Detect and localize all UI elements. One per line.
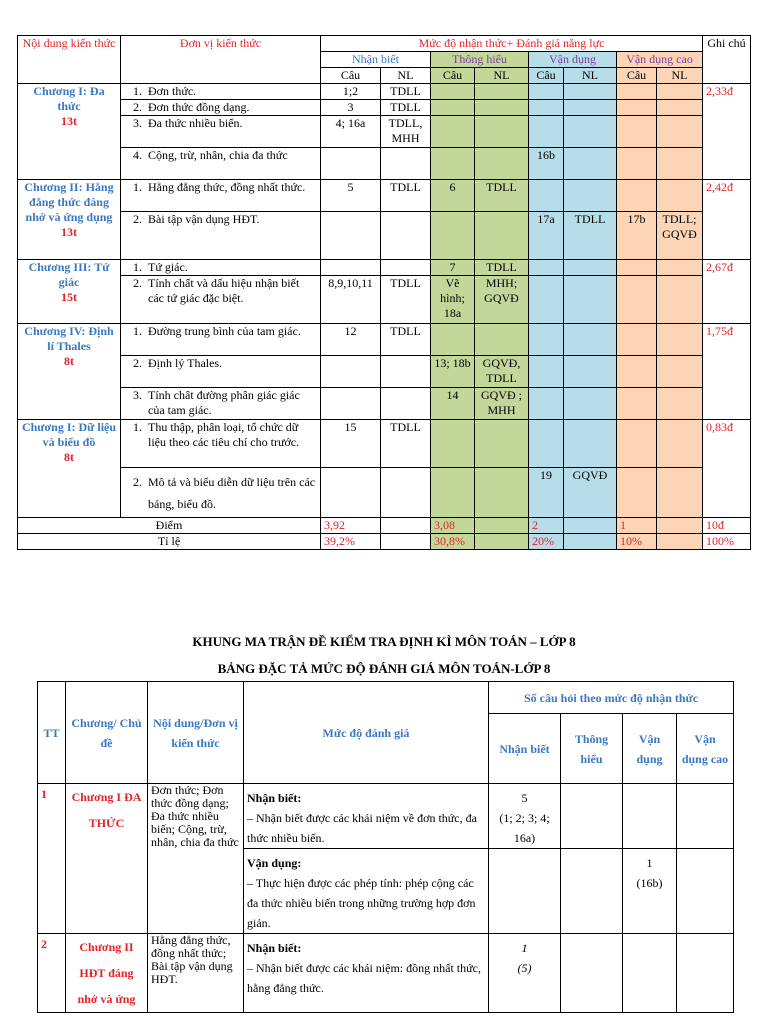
cell-nb-q [321,260,381,276]
empty-cell [381,518,431,534]
unit-cell [121,100,321,116]
cell-vdc-q [617,260,657,276]
cell-th-nl [475,100,529,116]
cell-th-nl: GQVĐ, TDLL [475,356,529,388]
matrix-row [18,180,751,212]
header-note: Ghi chú [703,36,751,84]
chapter-hours: 15t [61,290,77,304]
chapter-hours: 13t [61,114,77,128]
spec-content: Hằng đẳng thức, đồng nhất thức; Bài tập vận dụng HĐT. [148,934,244,1013]
cell-nb-q: 15 [321,420,381,468]
spec-chapter: Chương I ĐA THỨC [66,784,148,934]
cell-th-nl: MHH; GQVĐ [475,276,529,324]
matrix-row [18,212,751,260]
unit-cell [121,212,321,260]
cell-vdc-nl [657,276,703,324]
cell-th-q: 14 [431,388,475,420]
chapter-title: Chương II: Hằng đẳng thức đáng nhớ và ứng dụng [24,180,114,224]
header-understand: Thông hiểu [431,52,529,68]
spec-header-understand: Thông hiểu [561,714,623,784]
ratio-row-th: 30,8% [431,534,475,550]
empty-cell [381,534,431,550]
spec-header-tt: TT [38,682,66,784]
cell-vd-q [529,180,564,212]
spec-tt: 2 [38,934,66,1013]
unit-number: 4. [133,148,142,162]
chapter-note: 2,33đ [703,84,751,180]
empty-cell [475,518,529,534]
cell-vd-nl [564,388,617,420]
unit-cell [121,468,321,518]
cell-vdc-nl [657,420,703,468]
chapter-cell [18,324,121,420]
cell-vdc-nl: TDLL; GQVĐ [657,212,703,260]
cell-vdc-q [617,116,657,148]
cell-th-q [431,324,475,356]
cell-th-nl [475,324,529,356]
unit-name: Thu thập, phân loại, tổ chức dữ liệu theo các tiêu chí cho trước. [148,420,300,449]
matrix-row [18,356,751,388]
chapter-title: Chương IV: Định lí Thales [24,324,114,353]
cell-vd-nl [564,180,617,212]
empty-cell [475,534,529,550]
ratio-row-vdc: 10% [617,534,657,550]
score-row-label: Điểm [18,518,321,534]
subheader-nl: NL [381,68,431,84]
cell-vd-q [529,116,564,148]
unit-number: 3. [133,116,142,130]
cell-nb-nl: TDLL [381,100,431,116]
matrix-row [18,148,751,180]
matrix-row [18,116,751,148]
matrix-row [18,388,751,420]
ratio-row-label: Tỉ lệ [18,534,321,550]
header-apply-high: Vận dụng cao [617,52,703,68]
level-label: Nhận biết: [247,941,302,955]
cell-vdc-q [617,84,657,100]
unit-name: Đa thức nhiều biến. [148,116,243,130]
empty-cell [657,534,703,550]
count-apply [623,934,677,1013]
cell-vdc-nl [657,116,703,148]
cell-vdc-nl [657,180,703,212]
spec-chapter: Chương II HĐT đáng nhớ và ứng [66,934,148,1013]
unit-cell [121,356,321,388]
cell-vdc-nl [657,356,703,388]
count-value: 5 [521,791,528,805]
cell-vd-q: 17a [529,212,564,260]
unit-name: Đơn thức. [148,84,197,98]
count-understand [561,784,623,849]
cell-th-nl: TDLL [475,260,529,276]
matrix-title: KHUNG MA TRẬN ĐỀ KIỂM TRA ĐỊNH KÌ MÔN TOÁN – LỚP 8 [192,634,576,649]
unit-number: 2. [133,100,142,114]
chapter-cell [18,180,121,260]
cell-th-nl [475,420,529,468]
unit-number: 1. [133,84,142,98]
cell-th-nl: GQVĐ ; MHH [475,388,529,420]
cell-vdc-nl [657,388,703,420]
cell-nb-q: 12 [321,324,381,356]
unit-name: Bài tập vận dụng HĐT. [148,212,260,226]
cell-vdc-nl [657,100,703,116]
cell-th-nl [475,116,529,148]
level-label: Nhận biết: [247,791,302,805]
matrix-row [18,276,751,324]
subheader-nl: NL [564,68,617,84]
cell-th-q: Vẽ hình; 18a [431,276,475,324]
score-row-total: 10đ [703,518,751,534]
cell-th-q [431,420,475,468]
matrix-row [18,100,751,116]
cell-nb-nl [381,148,431,180]
cell-vdc-q [617,276,657,324]
cell-nb-nl: TDLL [381,276,431,324]
count-understand [561,934,623,1013]
cell-th-q [431,148,475,180]
spec-row [38,934,734,1013]
cell-nb-nl [381,260,431,276]
matrix-row [18,260,751,276]
cell-vdc-q [617,100,657,116]
spec-header-apply-high: Vận dụng cao [677,714,734,784]
header-recognize: Nhận biết [321,52,431,68]
cell-nb-q [321,148,381,180]
cell-th-nl: TDLL [475,180,529,212]
cell-nb-nl: TDLL [381,180,431,212]
score-row [18,518,751,534]
unit-name: Cộng, trừ, nhân, chia đa thức [148,148,288,162]
cell-nb-nl: TDLL [381,420,431,468]
cell-vdc-q [617,180,657,212]
cell-vdc-nl [657,84,703,100]
ratio-row-total: 100% [703,534,751,550]
level-label: Vận dụng: [247,856,302,870]
header-unit: Đơn vị kiến thức [121,36,321,84]
spec-header-recognize: Nhận biết [489,714,561,784]
cell-nb-q [321,468,381,518]
count-detail: (1; 2; 3; 4; 16a) [499,811,550,845]
ratio-row [18,534,751,550]
unit-number: 2. [133,212,142,226]
count-understand [561,849,623,934]
unit-cell [121,276,321,324]
chapter-cell [18,260,121,324]
spec-tt: 1 [38,784,66,934]
count-recognize [489,934,561,1013]
unit-cell [121,324,321,356]
chapter-cell [18,420,121,518]
cell-vdc-nl [657,260,703,276]
cell-vd-q: 19 [529,468,564,518]
cell-vdc-q [617,420,657,468]
spec-description [244,934,489,1013]
score-row-vd: 2 [529,518,564,534]
cell-vd-q [529,276,564,324]
unit-name: Hằng đẳng thức, đồng nhất thức. [148,180,306,194]
count-apply-high [677,934,734,1013]
matrix-row [18,324,751,356]
cell-vd-q: 16b [529,148,564,180]
cell-vd-nl [564,116,617,148]
cell-vd-nl [564,420,617,468]
cell-vd-nl [564,148,617,180]
spec-header-apply: Vận dụng [623,714,677,784]
count-apply [623,784,677,849]
chapter-title: Chương I: Đa thức [33,84,105,113]
score-row-nb: 3,92 [321,518,381,534]
cell-vd-q [529,84,564,100]
spec-row [38,784,734,849]
cell-th-q [431,84,475,100]
unit-name: Tính chât đường phân giác giác của tam giác. [148,388,300,417]
cell-vd-nl: TDLL [564,212,617,260]
header-apply: Vận dụng [529,52,617,68]
specification-table [37,681,734,1013]
unit-cell [121,180,321,212]
unit-number: 1. [133,180,142,194]
cell-nb-nl [381,212,431,260]
score-row-th: 3,08 [431,518,475,534]
cell-vdc-q [617,468,657,518]
matrix-row [18,468,751,518]
subheader-question: Câu [617,68,657,84]
cell-th-nl [475,212,529,260]
count-apply [623,849,677,934]
chapter-note: 0,83đ [703,420,751,518]
spec-header-chapter: Chương/ Chủ đề [66,682,148,784]
subheader-nl: NL [657,68,703,84]
unit-number: 3. [133,388,142,402]
unit-number: 2. [133,474,142,489]
unit-number: 1. [133,260,142,274]
cell-th-q: 6 [431,180,475,212]
spec-header-content: Nội dung/Đơn vị kiến thức [148,682,244,784]
level-text: – Thực hiện được các phép tính: phép cộng các đa thức nhiều biến trong những trường hợp đơn giản. [247,876,476,930]
cell-vd-q [529,356,564,388]
unit-name: Định lý Thales. [148,356,223,370]
subheader-question: Câu [431,68,475,84]
cell-vdc-q [617,388,657,420]
unit-number: 1. [133,324,142,338]
cell-vdc-nl [657,468,703,518]
unit-cell [121,148,321,180]
chapter-hours: 13t [61,225,77,239]
empty-cell [657,518,703,534]
count-value: 1 [646,856,653,870]
count-recognize [489,784,561,849]
chapter-hours: 8t [64,354,74,368]
cell-vd-q [529,388,564,420]
cell-nb-q [321,356,381,388]
spec-description [244,784,489,849]
unit-name: Tính chất và dấu hiệu nhận biết các tứ giác đặc biệt. [148,276,300,305]
cell-vd-nl: GQVĐ [564,468,617,518]
cell-th-nl [475,84,529,100]
unit-cell [121,84,321,100]
count-detail: (5) [517,961,532,975]
competency-matrix-table [17,35,751,550]
cell-vd-nl [564,276,617,324]
spec-title: BẢNG ĐẶC TẢ MỨC ĐỘ ĐÁNH GIÁ MÔN TOÁN-LỚP 8 [217,661,551,676]
spec-header-count: Số câu hỏi theo mức độ nhận thức [489,682,734,714]
spec-description [244,849,489,934]
cell-vd-q [529,420,564,468]
cell-vd-nl [564,356,617,388]
chapter-note: 2,42đ [703,180,751,260]
empty-cell [564,518,617,534]
cell-nb-nl [381,468,431,518]
cell-th-nl [475,148,529,180]
cell-nb-q: 1;2 [321,84,381,100]
cell-nb-q: 3 [321,100,381,116]
unit-name: Đơn thức đồng dạng. [148,100,250,114]
cell-vd-nl [564,100,617,116]
level-text: – Nhận biết được các khái niệm: đồng nhất thức, hằng đẳng thức. [247,961,481,995]
count-apply-high [677,784,734,849]
subheader-question: Câu [529,68,564,84]
count-detail: (16b) [636,876,663,890]
unit-name: Mô tả và biểu diễn dữ liệu trên các bảng, biểu đồ. [148,474,316,511]
cell-vd-nl [564,324,617,356]
cell-th-q [431,116,475,148]
unit-name: Đường trung bình của tam giác. [148,324,301,338]
cell-nb-q: 8,9,10,11 [321,276,381,324]
cell-vdc-q [617,148,657,180]
cell-nb-q: 5 [321,180,381,212]
cell-vd-q [529,100,564,116]
score-row-vdc: 1 [617,518,657,534]
cell-nb-nl [381,356,431,388]
cell-th-q: 7 [431,260,475,276]
unit-cell [121,116,321,148]
ratio-row-nb: 39,2% [321,534,381,550]
cell-th-q: 13; 18b [431,356,475,388]
chapter-note: 1,75đ [703,324,751,420]
count-recognize [489,849,561,934]
cell-nb-q: 4; 16a [321,116,381,148]
cell-vdc-q: 17b [617,212,657,260]
cell-vd-nl [564,260,617,276]
unit-number: 2. [133,276,142,290]
cell-nb-nl: TDLL [381,84,431,100]
chapter-title: Chương III: Tứ giác [28,260,110,289]
cell-nb-nl: TDLL [381,324,431,356]
cell-vdc-q [617,324,657,356]
chapter-title: Chương I: Dữ liệu và biểu đồ [21,420,117,449]
spec-header-level: Mức độ đánh giá [244,682,489,784]
matrix-row [18,84,751,100]
matrix-row [18,420,751,468]
unit-cell [121,260,321,276]
count-apply-high [677,849,734,934]
cell-th-q [431,212,475,260]
unit-cell [121,388,321,420]
header-levels: Mức độ nhận thức+ Đánh giá năng lực [321,36,703,52]
count-value: 1 [521,941,528,955]
chapter-hours: 8t [64,450,74,464]
cell-vd-nl [564,84,617,100]
unit-cell [121,420,321,468]
cell-th-nl [475,468,529,518]
cell-vdc-nl [657,324,703,356]
cell-nb-nl: TDLL, MHH [381,116,431,148]
level-text: – Nhận biết được các khái niệm về đơn thức, đa thức nhiều biến. [247,811,477,845]
unit-name: Tứ giác. [148,260,188,274]
header-content: Nội dung kiến thức [18,36,121,84]
chapter-cell [18,84,121,180]
unit-number: 2. [133,356,142,370]
cell-nb-q [321,212,381,260]
empty-cell [564,534,617,550]
cell-th-q [431,100,475,116]
ratio-row-vd: 20% [529,534,564,550]
unit-number: 1. [133,420,142,434]
cell-nb-nl [381,388,431,420]
cell-th-q [431,468,475,518]
document-titles [0,628,768,682]
subheader-question: Câu [321,68,381,84]
cell-vd-q [529,260,564,276]
cell-vd-q [529,324,564,356]
cell-vdc-nl [657,148,703,180]
spec-content: Đơn thức; Đơn thức đồng dạng; Đa thức nhiều biến; Cộng, trừ, nhân, chia đa thức [148,784,244,934]
subheader-nl: NL [475,68,529,84]
chapter-note: 2,67đ [703,260,751,324]
cell-vdc-q [617,356,657,388]
cell-nb-q [321,388,381,420]
